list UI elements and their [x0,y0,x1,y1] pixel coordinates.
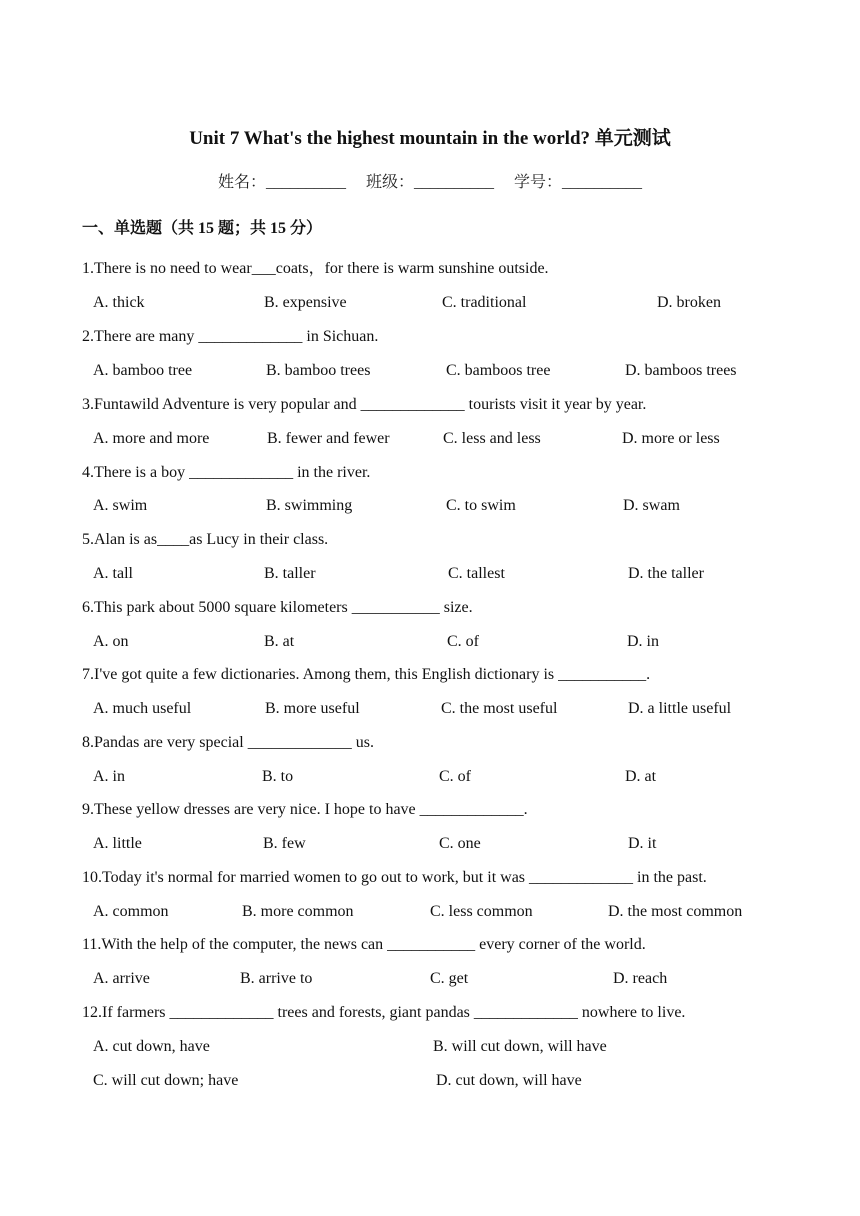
q4-option-d: D. swam [623,497,680,514]
q4-option-a: A. swim [93,497,148,514]
q6-option-a: A. on [93,633,129,650]
q11-option-c: C. get [430,970,469,987]
q11-option-a: A. arrive [93,970,150,987]
name-field: 姓名：__________ [217,174,346,191]
q1-option-d: D. broken [657,294,721,311]
q12-option-d: D. cut down, will have [436,1072,582,1089]
q3-option-c: C. less and less [443,430,541,447]
q9-option-a: A. little [93,835,142,852]
q3-option-d: D. more or less [622,430,720,447]
q7-option-c: C. the most useful [441,700,558,717]
q12-option-b: B. will cut down, will have [433,1038,607,1055]
question-1: 1.There is no need to wear___coats，for there is warm sunshine outside. [82,260,549,277]
question-10: 10.Today it's normal for married women to go out to work, but it was _____________ in the past. [82,869,707,886]
student-info-line [0,172,860,194]
question-8: 8.Pandas are very special _____________ us. [82,734,374,751]
question-5: 5.Alan is as____as Lucy in their class. [82,531,329,548]
student-id-field: 学号：__________ [514,174,643,191]
q12-option-c: C. will cut down; have [93,1072,239,1089]
question-7: 7.I've got quite a few dictionaries. Among them, this English dictionary is ___________. [82,666,651,683]
q1-option-c: C. traditional [442,294,527,311]
q1-option-a: A. thick [93,294,145,311]
q7-option-a: A. much useful [93,700,192,717]
question-6: 6.This park about 5000 square kilometers ___________ size. [82,599,473,616]
q5-option-d: D. the taller [628,565,704,582]
question-2: 2.There are many _____________ in Sichuan. [82,328,379,345]
q6-option-c: C. of [447,633,479,650]
q5-option-a: A. tall [93,565,133,582]
q7-option-b: B. more useful [265,700,360,717]
q8-option-a: A. in [93,768,125,785]
question-4: 4.There is a boy _____________ in the river. [82,464,371,481]
q10-option-c: C. less common [430,903,533,920]
q2-option-a: A. bamboo tree [93,362,193,379]
question-9: 9.These yellow dresses are very nice. I hope to have _____________. [82,801,528,818]
q8-option-c: C. of [439,768,471,785]
question-12: 12.If farmers _____________ trees and forests, giant pandas _____________ nowhere to live. [82,1004,686,1021]
class-field: 班级：__________ [365,174,494,191]
q10-option-a: A. common [93,903,169,920]
question-3: 3.Funtawild Adventure is very popular and _____________ tourists visit it year by year. [82,396,647,413]
q9-option-b: B. few [263,835,306,852]
q5-option-c: C. tallest [448,565,505,582]
page-title: Unit 7 What's the highest mountain in the world? 单元测试 [189,128,671,149]
q7-option-d: D. a little useful [628,700,732,717]
q11-option-d: D. reach [613,970,668,987]
q2-option-b: B. bamboo trees [266,362,371,379]
q10-option-d: D. the most common [608,903,743,920]
q11-option-b: B. arrive to [240,970,313,987]
q5-option-b: B. taller [264,565,316,582]
q2-option-c: C. bamboos tree [446,362,551,379]
q9-option-d: D. it [628,835,657,852]
q12-option-a: A. cut down, have [93,1038,210,1055]
question-11: 11.With the help of the computer, the news can ___________ every corner of the world. [82,936,646,953]
q2-option-d: D. bamboos trees [625,362,737,379]
q9-option-c: C. one [439,835,481,852]
q8-option-d: D. at [625,768,657,785]
q8-option-b: B. to [262,768,294,785]
q10-option-b: B. more common [242,903,354,920]
q6-option-d: D. in [627,633,659,650]
q3-option-b: B. fewer and fewer [267,430,390,447]
q3-option-a: A. more and more [93,430,210,447]
q1-option-b: B. expensive [264,294,347,311]
q4-option-b: B. swimming [266,497,353,514]
q4-option-c: C. to swim [446,497,516,514]
q6-option-b: B. at [264,633,295,650]
section-heading: 一、单选题（共 15 题；共 15 分） [82,220,323,237]
